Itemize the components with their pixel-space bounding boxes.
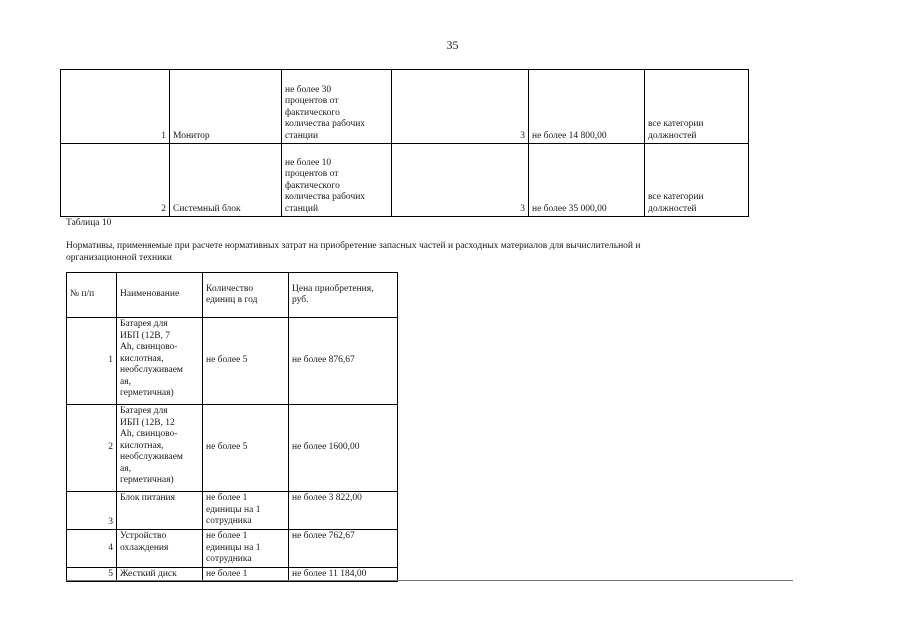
- table-row: [67, 492, 398, 530]
- table-row: [67, 530, 398, 568]
- item-name: Системный блок: [170, 144, 282, 217]
- item-quantity: не более 1: [203, 567, 289, 582]
- item-category: все категории должностей: [645, 70, 749, 144]
- item-name: Устройство охлаждения: [117, 530, 203, 568]
- item-price: не более 3 822,00: [289, 492, 398, 530]
- table-caption: Таблица 10: [66, 218, 112, 228]
- table-header-row: [67, 273, 398, 318]
- section-title: Нормативы, применяемые при расчете нормативных затрат на приобретение запасных частей и расходных материалов для вычислительной и организационной техники: [66, 241, 641, 263]
- item-price: не более 14 800,00: [529, 70, 645, 144]
- item-price: не более 35 000,00: [529, 144, 645, 217]
- spare-parts-norms-table: [66, 272, 398, 582]
- header-quantity: Количество единиц в год: [203, 273, 289, 318]
- item-name: Батарея для ИБП (12В, 12 Ah, свинцово- кислотная, необслуживаем ая, герметичная): [117, 405, 203, 492]
- item-quantity: не более 5: [203, 405, 289, 492]
- item-quantity: не более 1 единицы на 1 сотрудника: [203, 530, 289, 568]
- row-number: 4: [67, 530, 117, 568]
- page-number: 35: [446, 38, 459, 52]
- item-norm: не более 10 процентов от фактического количества рабочих станций: [282, 144, 392, 217]
- header-number: № п/п: [67, 273, 117, 318]
- item-quantity: 3: [392, 144, 529, 217]
- item-price: не более 11 184,00: [289, 567, 398, 582]
- row-number: 3: [67, 492, 117, 530]
- row-number: 1: [67, 318, 117, 405]
- item-name: Монитор: [170, 70, 282, 144]
- table-row: [67, 318, 398, 405]
- item-price: не более 876,67: [289, 318, 398, 405]
- table-row: [61, 144, 749, 217]
- item-name: Жесткий диск: [117, 567, 203, 582]
- item-quantity: не более 1 единицы на 1 сотрудника: [203, 492, 289, 530]
- header-price: Цена приобретения, руб.: [289, 273, 398, 318]
- item-price: не более 762,67: [289, 530, 398, 568]
- equipment-norms-table: [60, 69, 749, 217]
- header-name: Наименование: [117, 273, 203, 318]
- page-bottom-rule: [66, 580, 793, 581]
- item-category: все категории должностей: [645, 144, 749, 217]
- table-row: [67, 405, 398, 492]
- table-row: [61, 70, 749, 144]
- item-quantity: не более 5: [203, 318, 289, 405]
- row-number: 5: [67, 567, 117, 582]
- item-norm: не более 30 процентов от фактического количества рабочих станции: [282, 70, 392, 144]
- item-name: Батарея для ИБП (12В, 7 Ah, свинцово- кислотная, необслуживаем ая, герметичная): [117, 318, 203, 405]
- item-quantity: 3: [392, 70, 529, 144]
- item-price: не более 1600,00: [289, 405, 398, 492]
- row-number: 2: [61, 144, 170, 217]
- item-name: Блок питания: [117, 492, 203, 530]
- row-number: 1: [61, 70, 170, 144]
- row-number: 2: [67, 405, 117, 492]
